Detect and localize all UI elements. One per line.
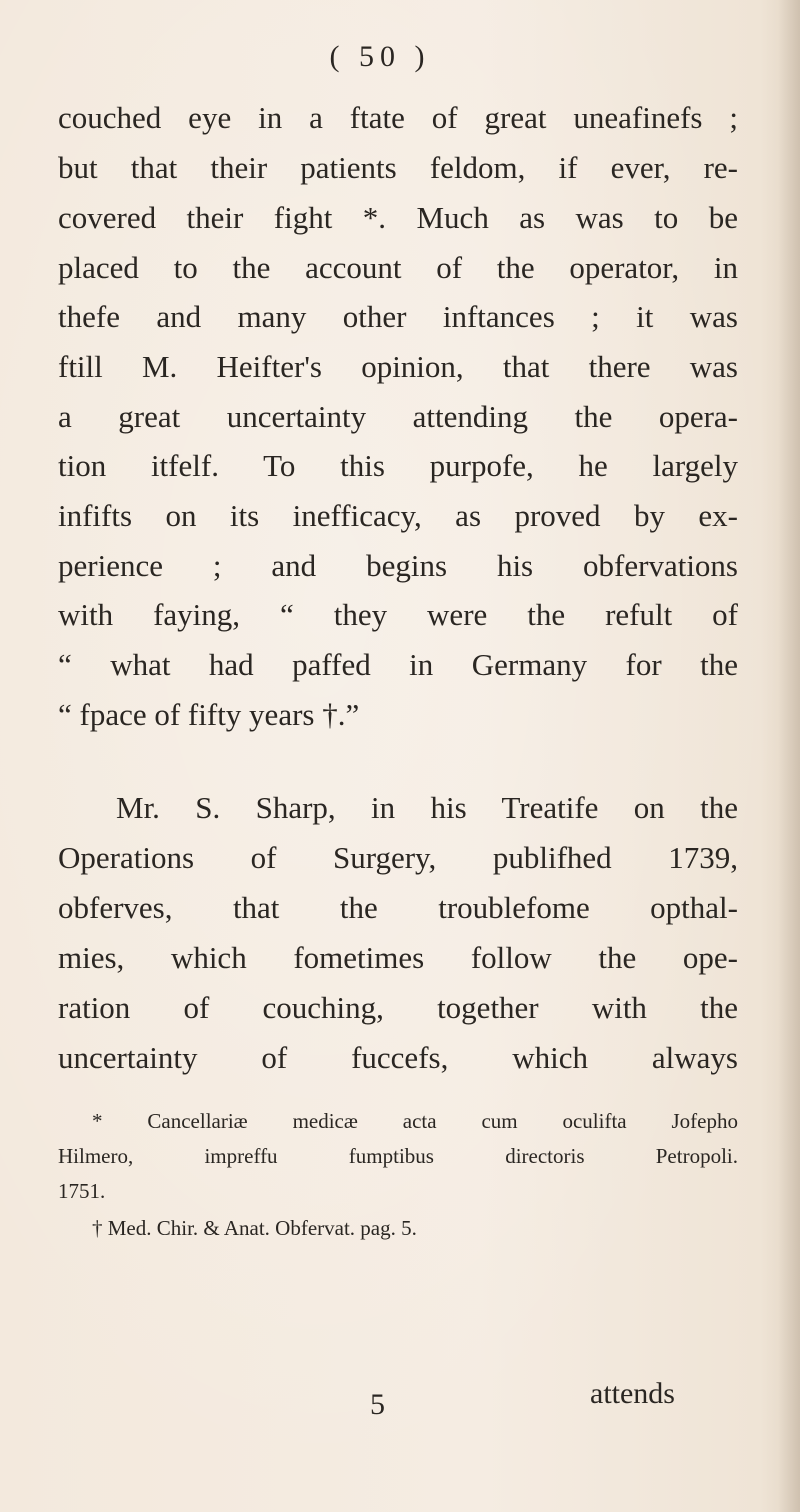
- text-line: obferves, that the troublefome opthal-: [58, 890, 738, 925]
- text-line: placed to the account of the operator, in: [58, 250, 738, 285]
- text-line: “ what had paffed in Germany for the: [58, 647, 738, 682]
- paragraph-start-line: Mr. S. Sharp, in his Treatife on the: [116, 790, 738, 825]
- text-line: uncertainty of fuccefs, which always: [58, 1040, 738, 1075]
- signature-mark: 5: [370, 1388, 385, 1421]
- text-line: thefe and many other inftances ; it was: [58, 299, 738, 334]
- text-line: “ fpace of fifty years †.”: [58, 697, 360, 732]
- text-line: couched eye in a ftate of great uneafinefs ;: [58, 100, 738, 135]
- footnote-line: 1751.: [58, 1179, 106, 1203]
- text-line: Operations of Surgery, publifhed 1739,: [58, 840, 738, 875]
- text-line: with faying, “ they were the refult of: [58, 597, 738, 632]
- footnote-line: † Med. Chir. & Anat. Obfervat. pag. 5.: [92, 1216, 417, 1240]
- text-line: tion itfelf. To this purpofe, he largely: [58, 448, 738, 483]
- page-edge-shadow: [778, 0, 800, 1512]
- footnote-line: * Cancellariæ medicæ acta cum oculifta Jofepho: [92, 1109, 738, 1133]
- text-line: infifts on its inefficacy, as proved by ex-: [58, 498, 738, 533]
- text-line: a great uncertainty attending the opera-: [58, 399, 738, 434]
- catchword: attends: [590, 1377, 675, 1410]
- text-line: perience ; and begins his obfervations: [58, 548, 738, 583]
- text-line: ration of couching, together with the: [58, 990, 738, 1025]
- text-line: but that their patients feldom, if ever, re-: [58, 150, 738, 185]
- text-line: ftill M. Heifter's opinion, that there was: [58, 349, 738, 384]
- text-line: mies, which fometimes follow the ope-: [58, 940, 738, 975]
- page-number: ( 50 ): [329, 40, 431, 73]
- footnote-line: Hilmero, impreffu fumptibus directoris Petropoli.: [58, 1144, 738, 1168]
- text-line: covered their fight *. Much as was to be: [58, 200, 738, 235]
